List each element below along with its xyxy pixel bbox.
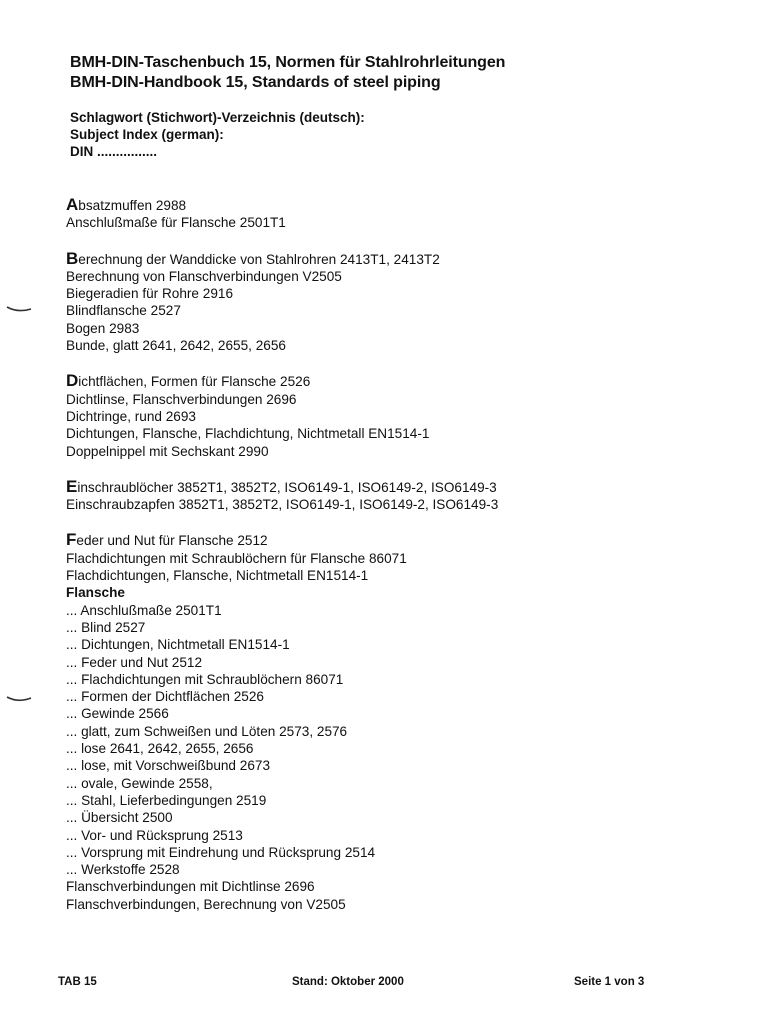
index-entry: ... Gewinde 2566 xyxy=(66,706,169,722)
index-group xyxy=(66,531,706,913)
index-entry-text: ichtflächen, Formen für Flansche 2526 xyxy=(78,374,311,390)
footer-document-code: TAB 15 xyxy=(58,976,97,988)
index-initial-letter: F xyxy=(66,530,77,550)
index-entry: ... lose 2641, 2642, 2655, 2656 xyxy=(66,741,254,757)
index-initial-letter: B xyxy=(66,248,79,268)
hole-punch-mark-icon xyxy=(6,694,32,704)
index-group xyxy=(66,196,706,232)
index-entry: ... lose, mit Vorschweißbund 2673 xyxy=(66,758,271,774)
index-entry: Bunde, glatt 2641, 2642, 2655, 2656 xyxy=(66,338,286,354)
index-entry: Bogen 2983 xyxy=(66,320,140,336)
footer-page-number: Seite 1 von 3 xyxy=(574,976,645,988)
index-entry: ... Vor- und Rücksprung 2513 xyxy=(66,827,243,843)
index-entry: Blindflansche 2527 xyxy=(66,303,181,319)
index-entry: Doppelnippel mit Sechskant 2990 xyxy=(66,443,269,459)
index-entry: ... glatt, zum Schweißen und Löten 2573, 2576 xyxy=(66,723,348,739)
index-entry: ... Vorsprung mit Eindrehung und Rücksprung 2514 xyxy=(66,844,376,860)
index-entry-text: eder und Nut für Flansche 2512 xyxy=(76,533,268,549)
index-entry: Dichtungen, Flansche, Flachdichtung, Nichtmetall EN1514-1 xyxy=(66,426,430,442)
index-heading-english: Subject Index (german): xyxy=(70,127,224,142)
index-entry xyxy=(66,196,706,214)
index-group xyxy=(66,478,706,514)
index-entry: Dichtlinse, Flanschverbindungen 2696 xyxy=(66,391,297,407)
index-entry: ... Werkstoffe 2528 xyxy=(66,862,180,878)
index-entry: ... Formen der Dichtflächen 2526 xyxy=(66,689,264,705)
index-heading-german: Schlagwort (Stichwort)-Verzeichnis (deutsch): xyxy=(70,110,365,125)
index-entry: ... ovale, Gewinde 2558, xyxy=(66,775,213,791)
index-entry xyxy=(66,250,706,268)
footer-date: Stand: Oktober 2000 xyxy=(292,976,404,988)
index-entry: ... Feder und Nut 2512 xyxy=(66,654,203,670)
index-entry: ... Blind 2527 xyxy=(66,619,146,635)
index-entry: Flanschverbindungen mit Dichtlinse 2696 xyxy=(66,879,315,895)
index-entry-text: erechnung der Wanddicke von Stahlrohren 2413T1, 2413T2 xyxy=(78,251,440,267)
title-german: BMH-DIN-Taschenbuch 15, Normen für Stahlrohrleitungen xyxy=(70,54,506,71)
index-entry: Flachdichtungen, Flansche, Nichtmetall EN1514-1 xyxy=(66,568,369,584)
index-entry: ... Dichtungen, Nichtmetall EN1514-1 xyxy=(66,637,290,653)
index-entry: ... Übersicht 2500 xyxy=(66,810,173,826)
index-entry-text: inschraublöcher 3852T1, 3852T2, ISO6149-1, ISO6149-2, ISO6149-3 xyxy=(77,479,497,495)
title-english: BMH-DIN-Handbook 15, Standards of steel piping xyxy=(70,74,441,91)
index-initial-letter: E xyxy=(66,476,78,496)
index-group xyxy=(66,372,706,459)
index-entry: Flachdichtungen mit Schraublöchern für Flansche 86071 xyxy=(66,550,407,566)
index-initial-letter: A xyxy=(66,195,79,214)
index-entry: Berechnung von Flanschverbindungen V2505 xyxy=(66,268,342,284)
index-entry: ... Stahl, Lieferbedingungen 2519 xyxy=(66,792,267,808)
index-entry xyxy=(66,478,706,496)
index-entry-text: bsatzmuffen 2988 xyxy=(78,198,187,213)
index-entry: ... Anschlußmaße 2501T1 xyxy=(66,602,222,618)
index-entry: Flansche xyxy=(66,585,125,601)
index-entry: Einschraubzapfen 3852T1, 3852T2, ISO6149-1, ISO6149-2, ISO6149-3 xyxy=(66,497,499,513)
index-entry: Biegeradien für Rohre 2916 xyxy=(66,286,234,302)
index-entry xyxy=(66,531,706,549)
index-entry: Anschlußmaße für Flansche 2501T1 xyxy=(66,215,286,231)
index-entry: Dichtringe, rund 2693 xyxy=(66,408,196,424)
index-entry xyxy=(66,372,706,390)
din-label: DIN ................ xyxy=(70,144,158,159)
index-entry: Flanschverbindungen, Berechnung von V2505 xyxy=(66,896,346,912)
index-group xyxy=(66,250,706,355)
index-initial-letter: D xyxy=(66,371,79,391)
hole-punch-mark-icon xyxy=(6,304,32,314)
index-entry: ... Flachdichtungen mit Schraublöchern 86071 xyxy=(66,671,344,687)
subject-index xyxy=(66,196,706,931)
